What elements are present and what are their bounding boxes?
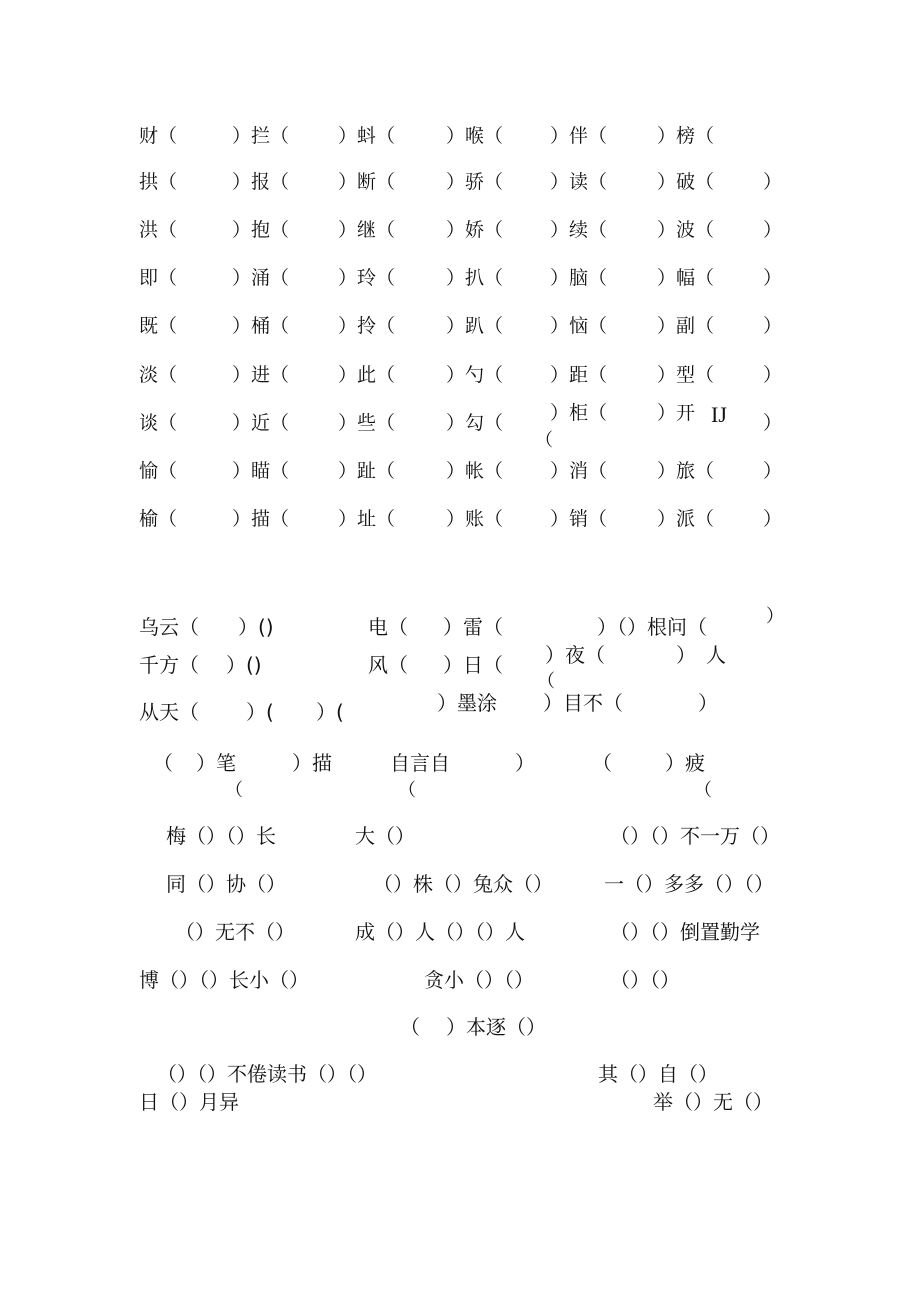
grid-cell: ）波（ — [657, 219, 715, 241]
idiom-fragment: ）本逐（） — [446, 1015, 546, 1039]
idiom-fragment: 电（ — [368, 615, 408, 639]
grid-cell: ）幅（ — [657, 267, 715, 289]
grid-cell: ） — [763, 364, 783, 386]
grid-cell: ）喉（ — [446, 125, 504, 147]
idiom-fragment: （ — [537, 671, 555, 692]
grid-cell: ）副（ — [657, 315, 715, 337]
idiom-fragment: ）疲 — [665, 751, 705, 775]
grid-cell: ）型（ — [657, 364, 715, 386]
grid-cell: ）榜（ — [657, 125, 715, 147]
idiom-fragment: 贪小（）（） — [424, 968, 534, 992]
grid-cell: ）勾（ — [446, 412, 504, 434]
idiom-fragment: ）( — [246, 700, 274, 724]
grid-cell: ）恼（ — [550, 315, 608, 337]
idiom-fragment: 成（）人（）（）人 — [355, 920, 525, 944]
grid-cell: ）趴（ — [446, 315, 504, 337]
idiom-fragment: （）无不（） — [175, 920, 295, 944]
idiom-fragment: 自言自 — [390, 751, 450, 775]
idiom-fragment: （）（）倒置勤学 — [610, 920, 760, 944]
grid-cell: ）读（ — [550, 171, 608, 193]
idiom-fragment: 举（）无（） — [653, 1090, 773, 1114]
idiom-fragment: 人 — [706, 643, 726, 667]
grid-cell: ） — [763, 460, 783, 482]
grid-cell: 洪（ — [139, 219, 178, 241]
grid-cell: ）报（ — [232, 171, 290, 193]
grid-cell: 既（ — [139, 315, 178, 337]
idiom-fragment: ）（）根问（ — [597, 615, 707, 639]
idiom-fragment: （）株（）兔众（） — [373, 872, 553, 896]
grid-cell: ）趾（ — [338, 460, 396, 482]
idiom-fragment: 其（）自（） — [598, 1062, 718, 1086]
grid-cell: ） — [763, 508, 783, 530]
grid-cell: 谈（ — [139, 412, 178, 434]
idiom-fragment: ） — [698, 691, 718, 715]
idiom-fragment: 同（）协（） — [166, 872, 286, 896]
idiom-fragment: 一（）多多（）（） — [604, 872, 774, 896]
idiom-fragment: ）夜（ — [545, 643, 605, 667]
grid-cell: ）距（ — [550, 364, 608, 386]
idiom-fragment: ）墨涂 — [437, 691, 497, 715]
idiom-fragment: （ — [225, 780, 243, 801]
idiom-fragment: （）（） — [610, 968, 680, 992]
grid-cell: ）进（ — [232, 364, 290, 386]
grid-cell: ） — [763, 315, 783, 337]
idiom-fragment: （ — [592, 751, 612, 775]
grid-cell: ）址（ — [338, 508, 396, 530]
grid-cell: ）娇（ — [446, 219, 504, 241]
idiom-fragment: ）目不（ — [543, 691, 623, 715]
grid-cell: ）伴（ — [550, 125, 608, 147]
grid-cell: ）拎（ — [338, 315, 396, 337]
grid-cell: 淡（ — [139, 364, 178, 386]
grid-cell: ）继（ — [338, 219, 396, 241]
grid-cell: ） — [763, 412, 783, 434]
grid-cell: ）涌（ — [232, 267, 290, 289]
grid-cell: ）破（ — [657, 171, 715, 193]
idiom-fragment: ）描 — [292, 751, 332, 775]
idiom-fragment: 乌云（ — [139, 615, 199, 639]
grid-cell: 愉（ — [139, 460, 178, 482]
grid-stray-mark: IJ — [711, 402, 727, 427]
idiom-fragment: ）日（ — [443, 653, 503, 677]
idiom-fragment: 从天（ — [139, 700, 199, 724]
grid-cell: ）开 — [657, 402, 696, 424]
grid-cell: ）扒（ — [446, 267, 504, 289]
grid-cell: ）脑（ — [550, 267, 608, 289]
grid-cell: ） — [763, 171, 783, 193]
idiom-fragment: ） — [515, 751, 535, 775]
grid-cell: ）些（ — [338, 412, 396, 434]
grid-cell: ）旅（ — [657, 460, 715, 482]
idiom-fragment: ） — [676, 643, 696, 667]
grid-cell: 即（ — [139, 267, 178, 289]
idiom-fragment: 梅（）（）长 — [166, 824, 276, 848]
idiom-fragment: 千方（ — [139, 653, 199, 677]
idiom-fragment: （）（）不一万（） — [610, 824, 780, 848]
grid-cell: ）桶（ — [232, 315, 290, 337]
grid-cell: ）蚪（ — [338, 125, 396, 147]
grid-cell: ）消（ — [550, 460, 608, 482]
grid-stray-mark: （ — [535, 430, 553, 451]
idiom-fragment: 大（） — [355, 824, 415, 848]
grid-cell: ）拦（ — [232, 125, 290, 147]
grid-cell: 财（ — [139, 125, 178, 147]
idiom-fragment: （ — [153, 751, 173, 775]
grid-cell: ）骄（ — [446, 171, 504, 193]
idiom-fragment: （ — [400, 1015, 420, 1039]
idiom-fragment: ）() — [238, 615, 274, 639]
idiom-fragment: （）（）不倦读书（）（） — [157, 1062, 377, 1086]
idiom-fragment: 博（）（）长小（） — [139, 968, 309, 992]
grid-cell: ）销（ — [550, 508, 608, 530]
idiom-fragment: ）( — [316, 700, 344, 724]
grid-cell: ） — [763, 219, 783, 241]
grid-cell: ）玲（ — [338, 267, 396, 289]
idiom-fragment: 日（）月异 — [139, 1090, 239, 1114]
idiom-fragment: ） — [766, 606, 784, 627]
idiom-fragment: （ — [398, 780, 416, 801]
idiom-fragment: ）雷（ — [443, 615, 503, 639]
grid-cell: 榆（ — [139, 508, 178, 530]
grid-cell: ）近（ — [232, 412, 290, 434]
grid-cell: ）断（ — [338, 171, 396, 193]
grid-cell: ）帐（ — [446, 460, 504, 482]
grid-cell: ） — [763, 267, 783, 289]
grid-cell: ）抱（ — [232, 219, 290, 241]
idiom-fragment: （ — [694, 780, 712, 801]
grid-cell: ）续（ — [550, 219, 608, 241]
idiom-fragment: ）笔 — [196, 751, 236, 775]
grid-cell: ）账（ — [446, 508, 504, 530]
grid-cell: ）柜（ — [550, 402, 608, 424]
grid-cell: ）描（ — [232, 508, 290, 530]
grid-cell: ）瞄（ — [232, 460, 290, 482]
grid-cell: 拱（ — [139, 171, 178, 193]
idiom-fragment: 风（ — [368, 653, 408, 677]
grid-cell: ）勺（ — [446, 364, 504, 386]
grid-cell: ）派（ — [657, 508, 715, 530]
grid-cell: ）此（ — [338, 364, 396, 386]
idiom-fragment: ）() — [226, 653, 262, 677]
